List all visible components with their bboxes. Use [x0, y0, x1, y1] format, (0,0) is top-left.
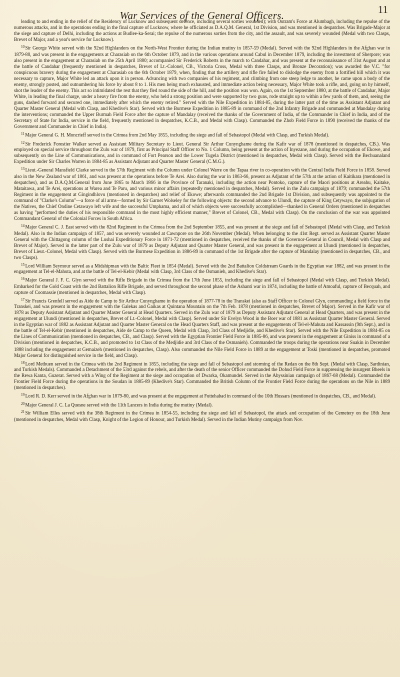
entry-ref: 17 — [21, 297, 25, 302]
entry-text: Sir George White served with the 92nd Highlanders on the North-West Frontier during the Indian mutiny in 1857-59 (Medal). Served with the 92nd Highlanders in the Afghan war in 1879-80, and was present in the engagements at Charasiab on the 6th October 1879, and in the various operations around Cabul in December 1879, including the investment of Sherpore; was also present in the engagement at Charasiab on the 25th April 1880; accompanied Sir Frederick Roberts in the march to Candahar, and was present at the reconnaissance of 31st August and at the battle of Candahar (frequently mentioned in despatches, Brevet of Lt.-Colonel, CB., Victoria Cross, Medal with three Clasps, and Bronze Decoration); was awarded the V.C. "for conspicuous bravery during the engagement at Charasiab on the 6th October 1879, when, finding that the artillery and rifle fire failed to dislodge the enemy from a fortified hill which it was necessary to capture, Major White led an attack upon it in person. Advancing with two companies of his regiment, and climbing from one steep ledge to another, he came upon a body of the enemy, strongly posted, and outnumbering his force by about 8 to 1. His men being much exhausted, and immediate action being necessary, Major White took a rifle, and, going on by himself, shot the leader of the enemy. This act so intimidated the rest that they fled round the side of the hill, and the position was won. Again, on the 1st September 1880, at the battle of Candahar, Major White, in leading the final charge, under a heavy fire from the enemy, who held a strong position and were supported by two guns, rode straight up to within a few yards of them, and, seeing the guns, dashed forward and secured one, immediately after which the enemy retired." Served with the Nile Expedition in 1884-85, during the latter part of the time as Assistant Adjutant and Quarter Master General (Medal with Clasp, and Khedive's Star). Served with the Burmese Expedition in 1885-89 in command of the 2nd Infantry Brigade and commanded at Mandalay during the interventions; commanded the Upper Burmah Field Force after the capture of Mandalay (received the thanks of the Government of India, of the Commander in Chief in India, and of the Secretary of State for India, service in the field, frequently mentioned in despatches, K.C.B., and Medal with Clasp). Commanded the Zhob Field Force in 1890 (received the thanks of the Government and Commander in Chief in India). — [14, 46, 390, 131]
entry-18 — [14, 360, 390, 393]
entry-ref: 10 — [21, 45, 25, 50]
entry-ref: 11 — [21, 132, 25, 137]
entry-21 — [14, 409, 390, 423]
entry-ref: 15 — [21, 262, 25, 267]
entry-continuation — [14, 20, 390, 44]
entry-ref: 12 — [21, 140, 25, 145]
entry-text: Lieut.-General Mansfield Clarke served in the 57th Regiment with the Column under Colonel Warre on the Tapaa river in co-operation with the Central India Field Force in 1858. Served also in the New Zealand war of 1861, and was present at the operations before Te Arei. Also during the war in 1863-66, present as Adjutant of the 57th at the action of Kaitikara (mentioned in despatches), and as D.A.Q.M.General from June 1865 to March 1866 in the Province of Taranaki, including the action near Pontoko, capture of the Maori positions at Areahu, Kaitake, Mataitawa, and Te Arei, operations at Warea and Te Paru, and various minor affairs (repeatedly mentioned in despatches, Medal). Served in the Zulu campaign of 1879; commanded the 57th Regiment in the engagement at Gingindhlovu (mentioned in despatches) and relief of Ekowe; afterwards commanded the 2nd Brigade 1st Division, and subsequently was appointed to the command of "Clarke's Column"—a force of all arms—formed by Sir Garnet Wolseley for the following objects: the second advance to Ulundi, the capture of King Cetywayo, the subjugation of the Natives, the Chief Ondine Cetawayo left wife and the successful Umphama, and all of which objects were successfully accomplished—thanked in General Orders (mentioned in despatches as having "performed the duties of his responsible command in the most highly efficient manner," Brevet of Colonel, CB., Medal with Clasp). On the conclusion of the war was appointed Commandant General of the Colonial Forces in South Africa. — [14, 168, 390, 223]
entry-10 — [14, 44, 390, 131]
entry-13 — [14, 166, 390, 223]
running-title: War Services of the General Officers. — [119, 11, 285, 22]
entries-body — [14, 20, 390, 424]
entry-17 — [14, 297, 390, 360]
entry-text: Lord R. D. Kerr served in the Afghan war in 1879-80, and was present at the engagement at Futtehabad in command of the 10th Hussars (mentioned in despatches, CB., and Medal). — [25, 394, 377, 400]
entry-text: Sir Francis Grenfell served as Aide de Camp to Sir Arthur Cunynghame in the operation of 1877-78 in the Transkei (also as Staff Officer to Colonel Glyn, commanding a field force in the Transkei, and was present in the engagement with the Galekas and Gaikas at Quintana Mountain on the 7th Feb. 1878 (mentioned in despatches, Brevet of Major). Served in the Kafir war of 1878 as Deputy Assistant Adjutant and Quarter Master General at Head Quarters. Served in the Zulu war of 1879 as Deputy Assistant Adjutant General at Head Quarters, and was present in the engagement at Ulundi (mentioned in despatches, Brevet of Lt.-Colonel, Medal with Clasp). Served under Sir Evelyn Wood in the Boer war of 1881 as Assistant Quarter Master General. Served in the Egyptian war of 1882 as Assistant Adjutant and Quarter Master General on the Head Quarters Staff, and was present at the engagements of Tel-el-Mahuta and Kassassin (9th Sept.), and in the battle of Tel-el-Kebir (mentioned in despatches, Aide de Camp to the Queen, Medal with Clasp, 3rd Class of Medjidie, and Khedive's Star). Served with the Nile Expedition in 1884-85 on the Lines of Communication (mentioned in despatches, CB., and Clasp). Served with the Egyptian Frontier Field Force in 1885-86, and was present in the engagement at Giniss in command of a Division (mentioned in despatches, K.C.B., and promoted to 1st Class of the Medjidie and 3rd Class of the Osmanieh). Commanded the troops during the operations near Suakin in December 1888 including the engagement at Gemaizeh (mentioned in despatches, Clasp). Also commanded the Nile Field Force in 1889 at the engagement at Toski (mentioned in despatches, promoted Major General for distinguished service in the field, and Clasp). — [14, 299, 390, 359]
entry-20 — [14, 401, 390, 409]
entry-ref: 20 — [21, 401, 25, 406]
entry-text: Major General C. J. East served with the 82nd Regiment in the Crimea from the 2nd September 1855, and was present at the siege and fall of Sebastopol (Medal with Clasp, and Turkish Medal). Also in the Indian campaign of 1857, and was severely wounded at Cawnpore on the 26th November (Medal). When belonging to the 41st Regt. served as Assistant Quarter Master General with the Chittagong column of the Lushai Expeditionary Force in 1871-72 (mentioned in despatches, received the thanks of the Governor-General in Council, Medal with Clasp and Brevet of Major). Served in the latter part of the Zulu war of 1879 as Deputy Adjutant and Quarter Master General, and was present in the engagement at Ulundi (mentioned in despatches, Brevet of Lieut.-Colonel, Medal with Clasp). Served with the Burmese Expedition in 1886-89 in command of the 1st Brigade after the capture of Mandalay (mentioned in despatches, CB., and two Clasps). — [14, 225, 390, 261]
entry-text: Sir William Elles served with the 38th Regiment in the Crimea in 1854-55, including the siege and fall of Sebastopol, the attack and occupation of the Cemetery on the 18th June (mentioned in despatches, Medal with Clasp, Knight of the Legion of Honour, and Turkish Medal). Served in the Indian Mutiny campaign from Nov. — [14, 411, 390, 423]
entry-14 — [14, 223, 390, 262]
entry-16 — [14, 276, 390, 297]
page-header — [14, 4, 390, 22]
entry-19 — [14, 392, 390, 400]
entry-ref: 16 — [21, 277, 25, 282]
entry-ref: 18 — [21, 360, 25, 365]
entry-text: Major General J. C. La Quesne served with the 11th Lancers in India during the mutiny (Medal). — [25, 403, 213, 409]
entry-ref: 14 — [21, 224, 25, 229]
entry-15 — [14, 262, 390, 276]
entry-ref: 21 — [21, 410, 25, 415]
page-number: 11 — [377, 5, 388, 16]
entry-ref: 13 — [21, 167, 25, 172]
entry-text: Major General G. H. Moncrieff served in the Crimea from 2nd May 1855, including the siege and fall of Sebastopol (Medal with Clasp, and Turkish Medal). — [25, 133, 330, 139]
entry-ref: 19 — [21, 393, 25, 398]
entry-11 — [14, 131, 390, 139]
entry-text: Lord Methuen served in the Crimea with the 2nd Regiment in 1855, including the siege and fall of Sebastopol and storming of the Redan on the 8th Sept. (Medal with Clasp, Sardinian, and Turkish Medals). Commanded a Detachment of the 53rd against the rebels, and after the death of the senior Officer commanded the Dohud Field Force in suppressing the insurgent Bheels in the Rewa Kanta, Guzerat. Served with a Wing of the Regiment at the siege and occupation of Dwarka, Okamundel. Served in the Abyssinian campaign of 1867-68 (Medal). Commanded the Frontier Field Force during the operations in the Soudan in 1885-89 (Khedive's Star). Commanded the British Column of the Frontier Field Force during the operations on the Nile in 1889 (mentioned in despatches). — [14, 362, 390, 392]
entry-text: Major General J. F. C. Glyn served with the Rifle Brigade in the Crimea from the 17th June 1855, including the siege and fall of Sebastopol (Medal with Clasp, and Turkish Medal). Embarked for the Gold Coast with the 2nd Battalion Rifle Brigade, and served throughout the second phase of the Ashanti war in 1874, including the battle of Amoaful, capture of Becquah, and capture of Coomassie (mentioned in despatches, Medal with Clasp). — [14, 278, 390, 296]
entry-text: Lord William Seymour served as a Midshipman with the Baltic Fleet in 1854 (Medal). Served with the 2nd Battalion Coldstream Guards in the Egyptian war 1882, and was present in the engagement at Tel-el-Mahuta, and at the battle of Tel-el-Kebir (Medal with Clasp, 3rd Class of the Osmanieh, and Khedive's Star). — [14, 264, 390, 276]
entry-12 — [14, 140, 390, 167]
entry-text: leading to and ending in the relief of the Residency of Lucknow and subsequent defence, including several sorties wounded); with Outram's Force at Alumbagh, including the repulse of the numerous attacks, and in the operations ending in the final capture of Lucknow, where he officiated as D.A.Q.M. General, 1st Division, and was mentioned in despatches. Was Brigade-Major at the siege and capture of Delhi, including the actions at Budlee-ka-Serai; the repulse of the numerous sorties from the city, and the assault, and was severely wounded (Medal with two Clasps, Brevet of Major, and a year's service for Lucknow). — [14, 20, 390, 44]
entry-text: Sir Frederick Forestier Walker served as Assistant Military Secretary to Lieut. General Sir Arthur Cunynghame during the Kafir war of 1878 (mentioned in despatches, CB.). Was employed on special service throughout the Zulu war of 1879, first as Principal Staff Officer to No. 1 Column, being present at the action of Inyezane, and during the occupation of Ekowe, and subsequently on the Line of Communications, and in command of Fort Pearson and the Lower Tugela District (mentioned in despatches, Medal with Clasp). Served with the Bechuanaland Expedition under Sir Charles Warren in 1884-85 as Assistant Adjutant and Quarter Master General (C.M.G.). — [14, 142, 390, 166]
